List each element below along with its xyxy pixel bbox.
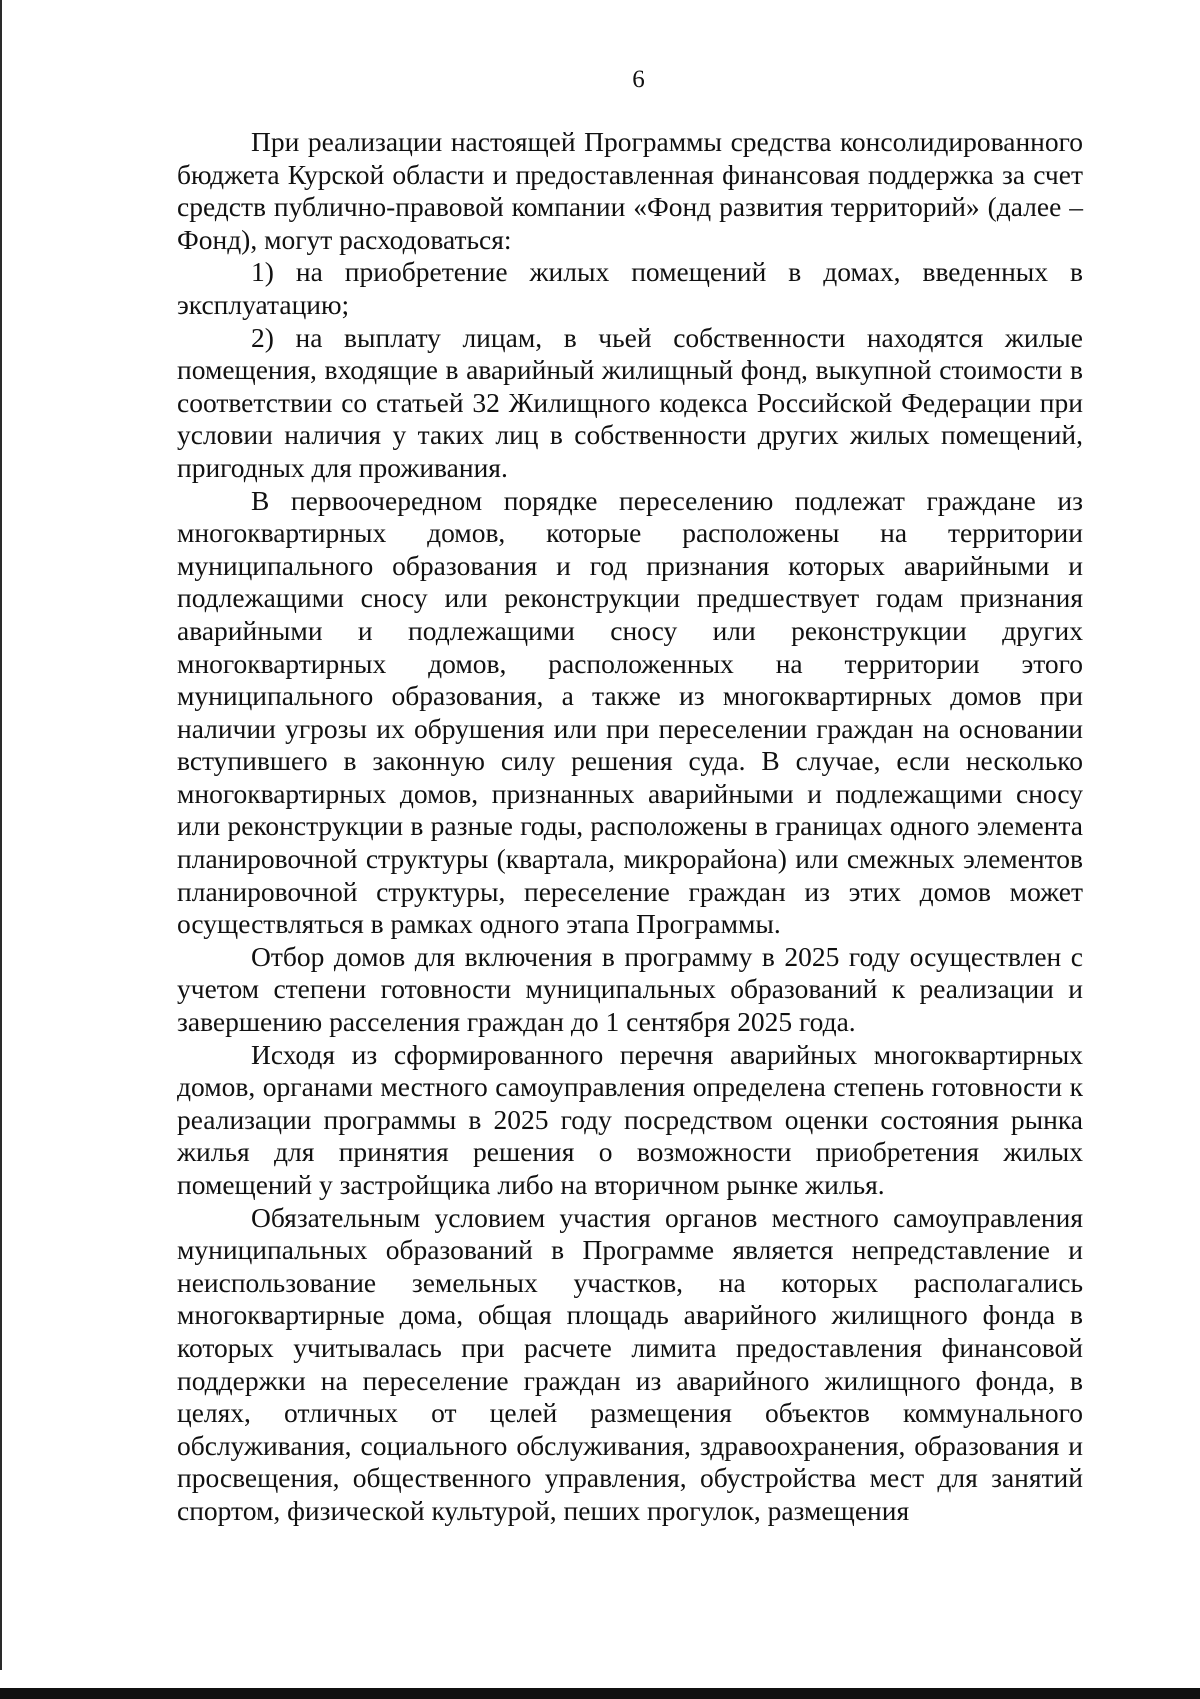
paragraph-item-2: 2) на выплату лицам, в чьей собственности находятся жилые помещения, входящие в аварийный жилищный фонд, выкупной стоимости в соответствии со статьей 32 Жилищного кодекса Российской Федерации при условии наличия у таких лиц в собственности других жилых помещений, пригодных для проживания. bbox=[177, 321, 1083, 483]
paragraph-condition: Обязательным условием участия органов местного самоуправления муниципальных образований в Программе является непредставление и неиспользование земельных участков, на которых располагались многоквартирные дома, общая площадь аварийного жилищного фонда в которых учитывалась при расчете лимита предоставления финансовой поддержки на переселение граждан из аварийного жилищного фонда, в целях, отличных от целей размещения объектов коммунального обслуживания, социального обслуживания, здравоохранения, образования и просвещения, общественного управления, обустройства мест для занятий спортом, физической культурой, пеших прогулок, размещения bbox=[177, 1201, 1083, 1526]
page-number: 6 bbox=[632, 66, 645, 93]
scan-bottom-edge bbox=[0, 1688, 1200, 1699]
paragraph-priority: В первоочередном порядке переселению подлежат граждане из многоквартирных домов, которые расположены на территории муниципального образования и год признания которых аварийными и подлежащими сносу или реконструкции предшествует годам признания аварийными и подлежащими сносу или реконструкции других многоквартирных домов, расположенных на территории этого муниципального образования, а также из многоквартирных домов при наличии угрозы их обрушения или при переселении граждан на основании вступившего в законную силу решения суда. В случае, если несколько многоквартирных домов, признанных аварийными и подлежащими сносу или реконструкции в разные годы, расположены в границах одного элемента планировочной структуры (квартала, микрорайона) или смежных элементов планировочной структуры, переселение граждан из этих домов может осуществляться в рамках одного этапа Программы. bbox=[177, 484, 1083, 940]
scan-left-edge bbox=[0, 0, 2, 1670]
paragraph-selection: Отбор домов для включения в программу в 2025 году осуществлен с учетом степени готовности муниципальных образований к реализации и завершению расселения граждан до 1 сентября 2025 года. bbox=[177, 940, 1083, 1038]
paragraph-item-1: 1) на приобретение жилых помещений в домах, введенных в эксплуатацию; bbox=[177, 256, 1083, 320]
paragraph-readiness: Исходя из сформированного перечня аварийных многоквартирных домов, органами местного самоуправления определена степень готовности к реализации программы в 2025 году посредством оценки состояния рынка жилья для принятия решения о возможности приобретения жилых помещений у застройщика либо на вторичном рынке жилья. bbox=[177, 1038, 1083, 1200]
paragraph-funding-intro: При реализации настоящей Программы средства консолидированного бюджета Курской области и предоставленная финансовая поддержка за счет средств публично-правовой компании «Фонд развития территорий» (далее – Фонд), могут расходоваться: bbox=[177, 126, 1083, 255]
body-text bbox=[177, 126, 1083, 1528]
